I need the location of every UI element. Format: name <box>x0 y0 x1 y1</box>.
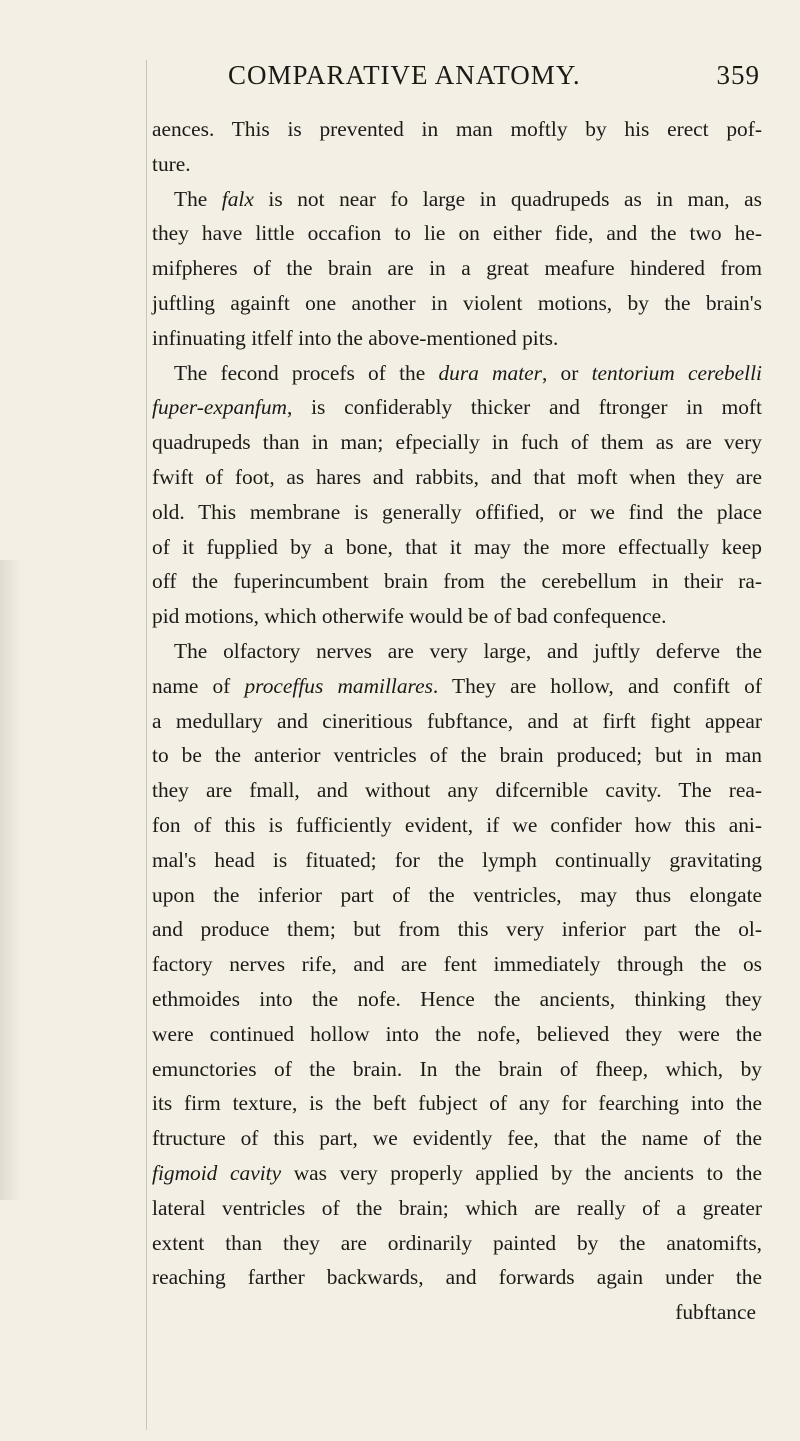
running-title: COMPARATIVE ANATOMY. <box>228 60 581 90</box>
catchword: fubftance <box>675 1300 756 1325</box>
text-line: ftructure of this part, we evidently fee, that the name of the <box>152 1126 762 1151</box>
text-line: and produce them; but from this very inferior part the ol- <box>152 917 762 942</box>
text-line: mifpheres of the brain are in a great meafure hindered from <box>152 256 762 281</box>
text-line: its firm texture, is the beft fubject of any for fearching into the <box>152 1091 762 1116</box>
text-line: ethmoides into the nofe. Hence the ancients, thinking they <box>152 986 762 1011</box>
text-line: fwift of foot, as hares and rabbits, and that moft when they are <box>152 464 762 489</box>
text-line: of it fupplied by a bone, that it may the more effectually keep <box>152 534 762 559</box>
text-line: lateral ventricles of the brain; which are really of a greater <box>152 1195 762 1220</box>
text-line: reaching farther backwards, and forwards again under the <box>152 1265 762 1290</box>
text-line: quadrupeds than in man; efpecially in fuch of them as are very <box>152 430 762 455</box>
text-line: The fecond procefs of the dura mater, or tentorium cerebelli <box>174 360 763 385</box>
text-line: ture. <box>152 151 191 176</box>
text-line: aences. This is prevented in man moftly by his erect pof- <box>152 117 762 141</box>
text-line: off the fuperincumbent brain from the cerebellum in their ra- <box>152 569 762 594</box>
text-line: were continued hollow into the nofe, believed they were the <box>152 1021 762 1046</box>
text-line: juftling againft one another in violent motions, by the brain's <box>152 290 762 315</box>
body-text <box>152 112 762 1330</box>
text-line: figmoid cavity was very properly applied by the ancients to the <box>152 1160 762 1185</box>
text-line: The olfactory nerves are very large, and juftly deferve the <box>174 638 762 663</box>
text-line: a medullary and cineritious fubftance, and at firft fight appear <box>152 708 762 733</box>
page-fold-line <box>146 60 147 1430</box>
text-line: fon of this is fufficiently evident, if we confider how this ani- <box>152 812 762 837</box>
text-line: to be the anterior ventricles of the brain produced; but in man <box>152 743 762 768</box>
text-line: emunctories of the brain. In the brain of fheep, which, by <box>152 1056 762 1081</box>
text-line: factory nerves rife, and are fent immediately through the os <box>152 952 762 977</box>
text-line: pid motions, which otherwife would be of bad confequence. <box>152 604 667 629</box>
text-line: mal's head is fituated; for the lymph continually gravitating <box>152 847 762 872</box>
text-line: upon the inferior part of the ventricles, may thus elongate <box>152 882 762 907</box>
page-number: 359 <box>716 60 760 90</box>
text-line: The falx is not near fo large in quadrupeds as in man, as <box>174 186 762 211</box>
gutter-shadow <box>0 560 22 1200</box>
text-line: infinuating itfelf into the above-mentioned pits. <box>152 325 559 350</box>
text-line: they are fmall, and without any difcernible cavity. The rea- <box>152 778 762 803</box>
running-head <box>228 60 760 91</box>
text-line: they have little occafion to lie on either fide, and the two he- <box>152 221 762 246</box>
text-line: extent than they are ordinarily painted by the anatomifts, <box>152 1230 762 1255</box>
text-line: fuper-expanfum, is confiderably thicker and ftronger in moft <box>152 395 762 420</box>
text-line: name of proceffus mamillares. They are hollow, and confift of <box>152 673 762 698</box>
text-line: old. This membrane is generally offified, or we find the place <box>152 499 762 524</box>
